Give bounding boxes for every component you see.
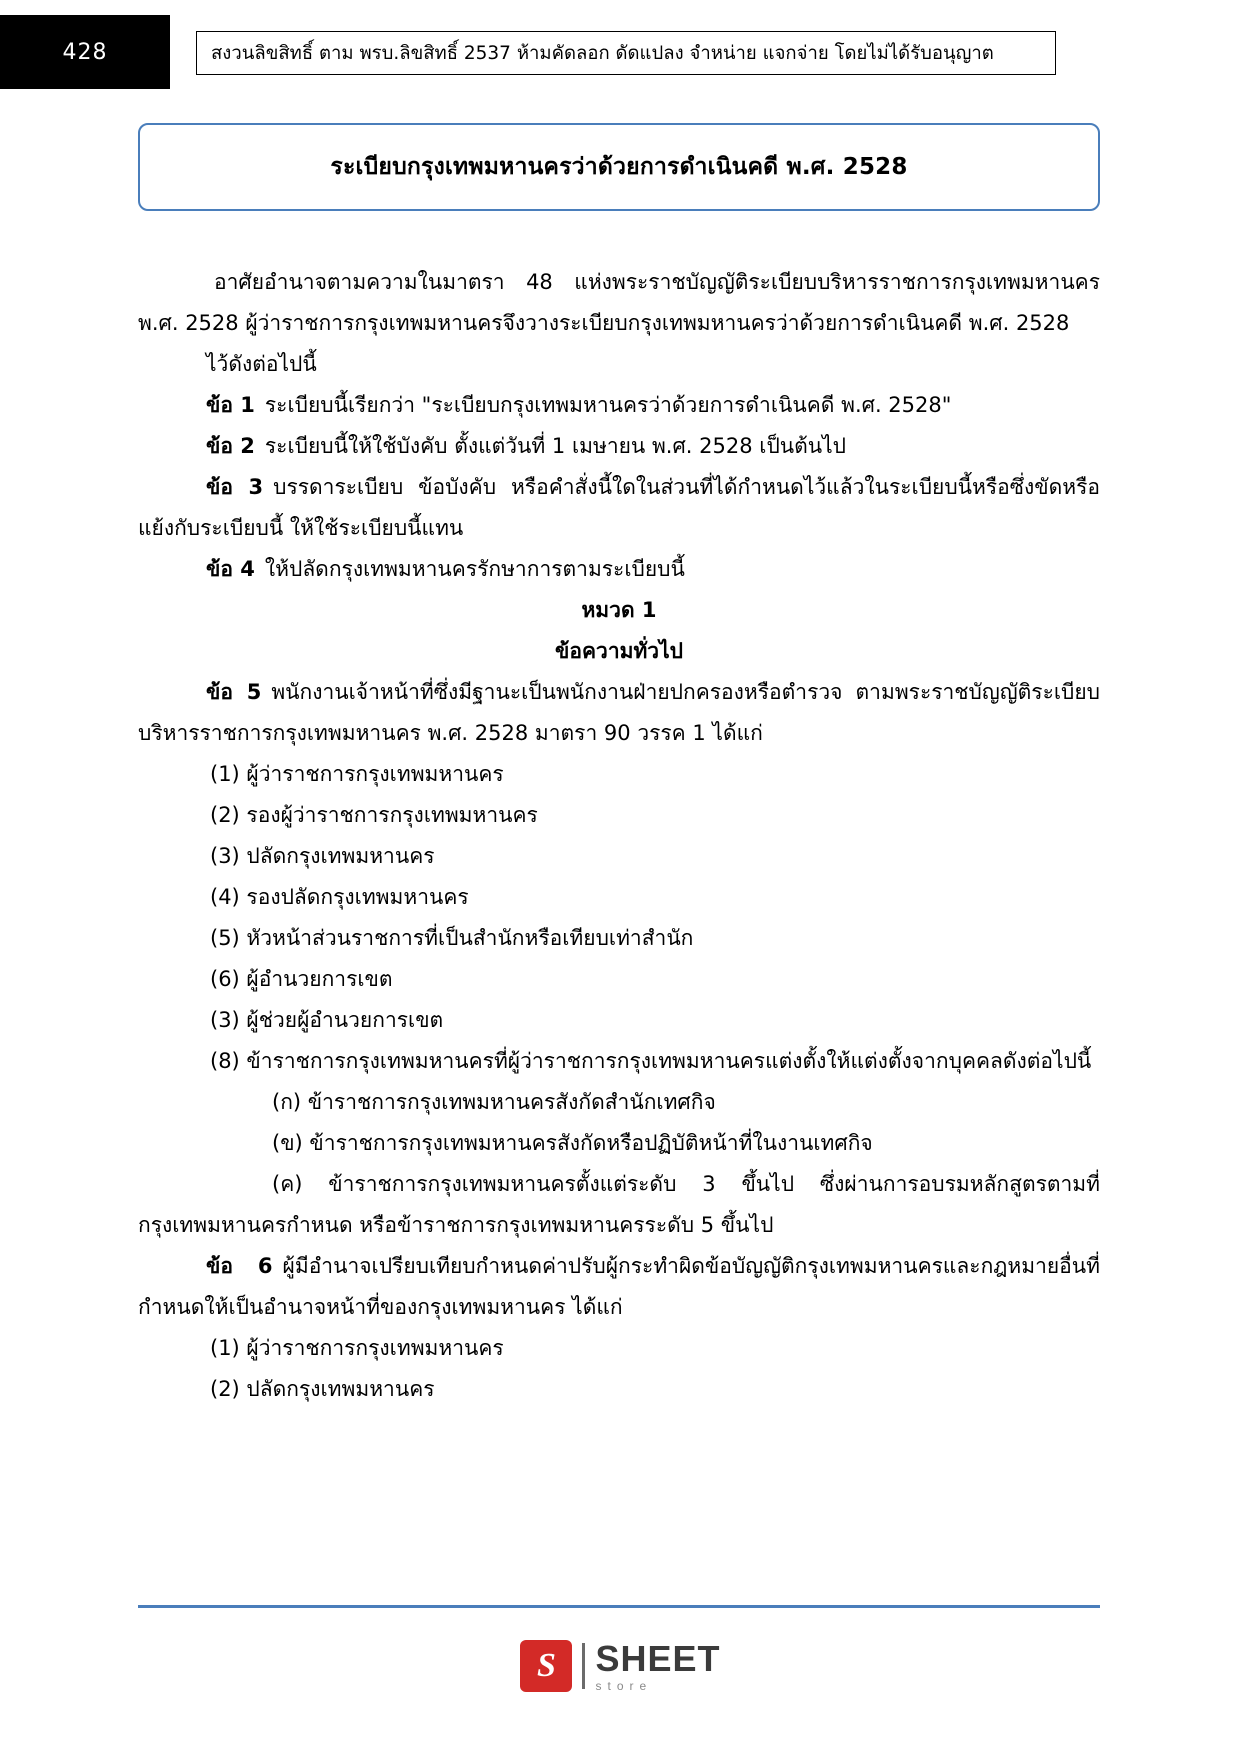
copyright-notice: สงวนลิขสิทธิ์ ตาม พรบ.ลิขสิทธิ์ 2537 ห้ามคัดลอก ดัดแปลง จำหน่าย แจกจ่าย โดยไม่ได้รับอนุญาต xyxy=(196,31,1056,75)
logo-divider xyxy=(582,1643,585,1689)
list-item: (2) รองผู้ว่าราชการกรุงเทพมหานคร xyxy=(210,803,538,827)
list-item: (6) ผู้อำนวยการเขต xyxy=(210,967,393,991)
list-item: (3) ผู้ช่วยผู้อำนวยการเขต xyxy=(210,1008,444,1032)
clause-6-label: ข้อ 6 xyxy=(206,1254,273,1278)
sub-list-item-c: (ค) ข้าราชการกรุงเทพมหานครตั้งแต่ระดับ 3 ขึ้นไป ซึ่งผ่านการอบรมหลักสูตรตามที่กรุงเทพมหานครกำหนด หรือข้าราชการกรุงเทพมหานครระดับ 5 ขึ้นไป xyxy=(138,1172,1100,1237)
sub-list-item: (ข) ข้าราชการกรุงเทพมหานครสังกัดหรือปฏิบัติหน้าที่ในงานเทศกิจ xyxy=(272,1131,873,1155)
clause-2-label: ข้อ 2 xyxy=(206,434,255,458)
clause-1 xyxy=(138,385,1100,426)
clause-4-text: ให้ปลัดกรุงเทพมหานครรักษาการตามระเบียบนี้ xyxy=(264,557,685,581)
clause-4-label: ข้อ 4 xyxy=(206,557,255,581)
paragraph-intro: อาศัยอำนาจตามความในมาตรา 48 แห่งพระราชบัญญัติระเบียบบริหารราชการกรุงเทพมหานคร พ.ศ. 2528 ผู้ว่าราชการกรุงเทพมหานครจึงวางระเบียบกรุงเทพมหานครว่าด้วยการดำเนินคดี พ.ศ. 2528 xyxy=(138,270,1100,335)
page-title: ระเบียบกรุงเทพมหานครว่าด้วยการดำเนินคดี พ.ศ. 2528 xyxy=(330,154,908,180)
section-heading: หมวด 1 xyxy=(581,598,657,622)
page-number: 428 xyxy=(0,15,170,89)
clause-5 xyxy=(138,672,1100,754)
document-body xyxy=(138,262,1100,1410)
footer-divider xyxy=(138,1605,1100,1608)
logo-subtitle: store xyxy=(595,1678,653,1693)
list-item: (3) ปลัดกรุงเทพมหานคร xyxy=(210,844,435,868)
clause-5-label: ข้อ 5 xyxy=(206,680,262,704)
sheet-store-logo-icon: S xyxy=(520,1640,572,1692)
clause-1-text: ระเบียบนี้เรียกว่า "ระเบียบกรุงเทพมหานครว่าด้วยการดำเนินคดี พ.ศ. 2528" xyxy=(264,393,952,417)
footer-logo xyxy=(0,1637,1241,1693)
clause-2 xyxy=(138,426,1100,467)
clause-3-text: บรรดาระเบียบ ข้อบังคับ หรือคำสั่งนี้ใดในส่วนที่ได้กำหนดไว้แล้วในระเบียบนี้หรือซึ่งขัดหรือแย้งกับระเบียบนี้ ให้ใช้ระเบียบนี้แทน xyxy=(138,475,1101,540)
document-title-box xyxy=(138,123,1100,211)
logo-name: SHEET xyxy=(595,1637,721,1679)
clause-6 xyxy=(138,1246,1100,1328)
list-item: (1) ผู้ว่าราชการกรุงเทพมหานคร xyxy=(210,762,504,786)
clause-6-text: ผู้มีอำนาจเปรียบเทียบกำหนดค่าปรับผู้กระทำผิดข้อบัญญัติกรุงเทพมหานครและกฎหมายอื่นที่กำหนดให้เป็นอำนาจหน้าที่ของกรุงเทพมหานคร ได้แก่ xyxy=(138,1254,1100,1319)
clause-4 xyxy=(138,549,1100,590)
clause-1-label: ข้อ 1 xyxy=(206,393,255,417)
clause-5-text: พนักงานเจ้าหน้าที่ซึ่งมีฐานะเป็นพนักงานฝ่ายปกครองหรือตำรวจ ตามพระราชบัญญัติระเบียบบริหารราชการกรุงเทพมหานคร พ.ศ. 2528 มาตรา 90 วรรค 1 ได้แก่ xyxy=(138,680,1100,745)
list-item: (4) รองปลัดกรุงเทพมหานคร xyxy=(210,885,469,909)
section-subheading: ข้อความทั่วไป xyxy=(555,639,683,663)
list-item: (5) หัวหน้าส่วนราชการที่เป็นสำนักหรือเทียบเท่าสำนัก xyxy=(210,926,694,950)
paragraph-intro-2: ไว้ดังต่อไปนี้ xyxy=(206,352,317,376)
clause-3 xyxy=(138,467,1100,549)
list-item: (2) ปลัดกรุงเทพมหานคร xyxy=(210,1377,435,1401)
list-item-8: (8) ข้าราชการกรุงเทพมหานครที่ผู้ว่าราชการกรุงเทพมหานครแต่งตั้งให้แต่งตั้งจากบุคคลดังต่อไปนี้ xyxy=(210,1049,1092,1073)
sub-list-item: (ก) ข้าราชการกรุงเทพมหานครสังกัดสำนักเทศกิจ xyxy=(272,1090,716,1114)
clause-3-label: ข้อ 3 xyxy=(206,475,264,499)
list-item: (1) ผู้ว่าราชการกรุงเทพมหานคร xyxy=(210,1336,504,1360)
clause-2-text: ระเบียบนี้ให้ใช้บังคับ ตั้งแต่วันที่ 1 เมษายน พ.ศ. 2528 เป็นต้นไป xyxy=(264,434,847,458)
logo-wordmark xyxy=(595,1637,721,1693)
page-header xyxy=(0,0,1241,100)
